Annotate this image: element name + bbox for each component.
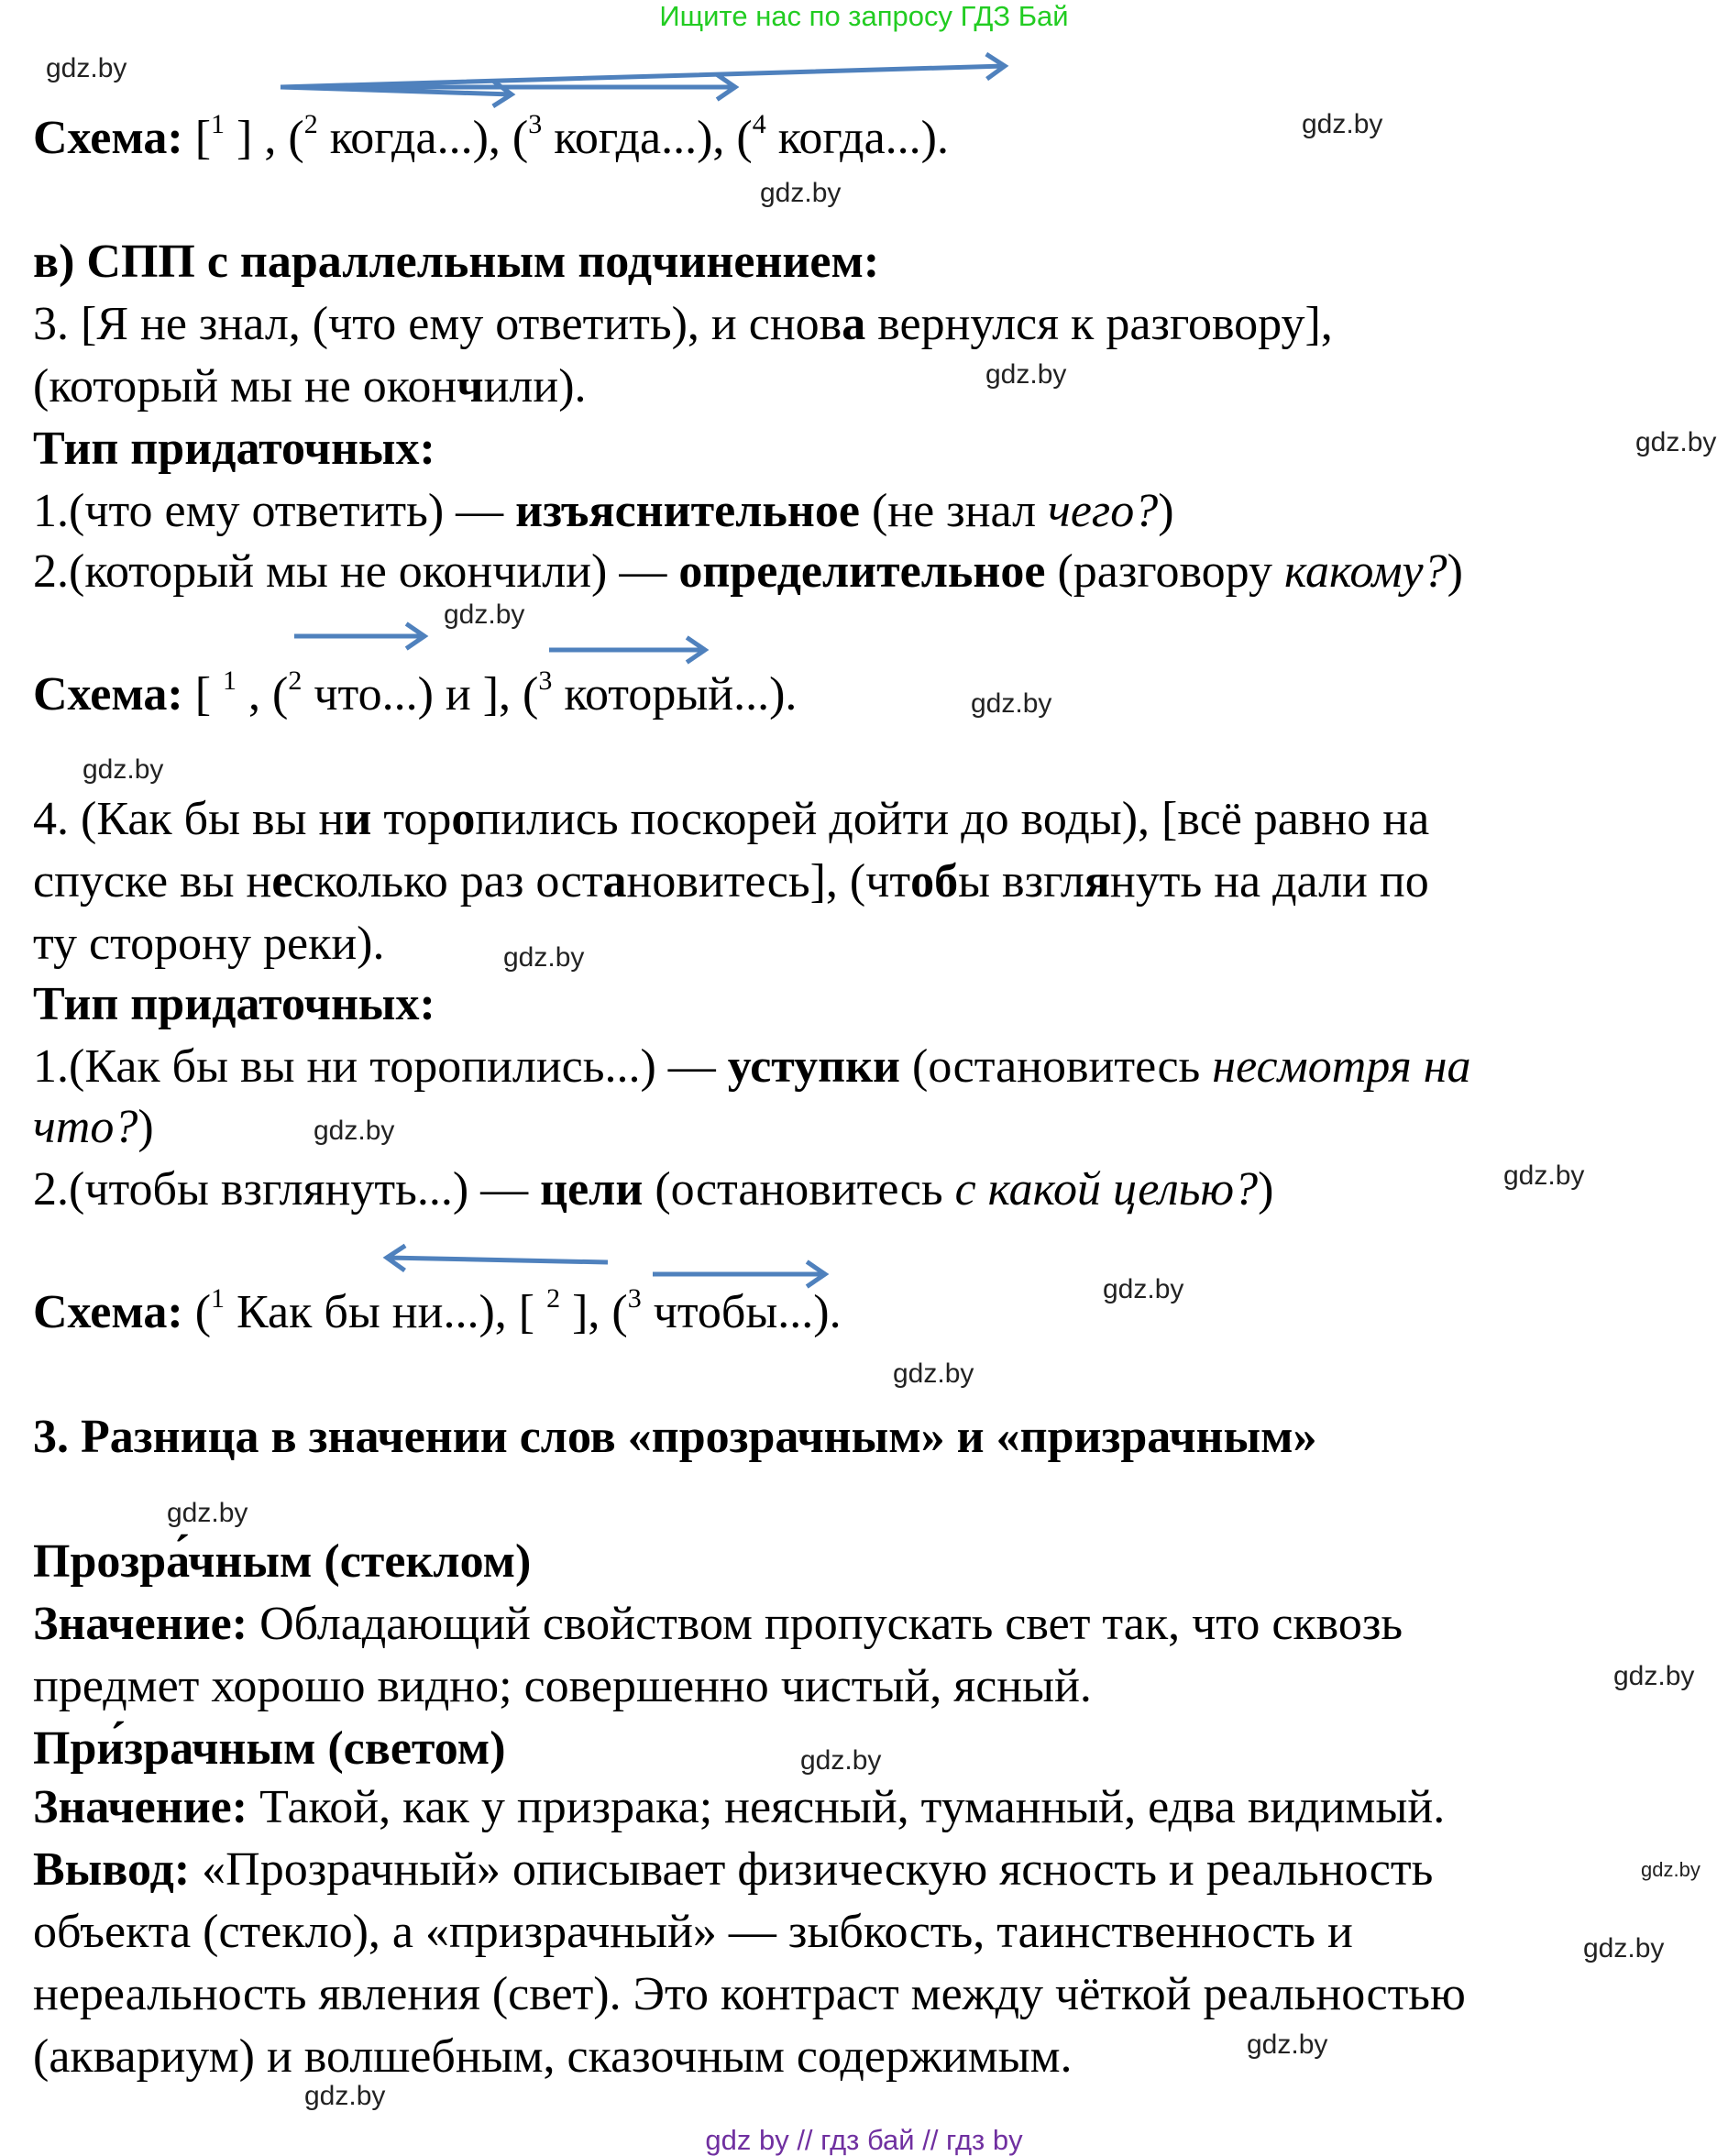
text-segment: ] , ( xyxy=(225,112,304,164)
watermark-text: gdz.by xyxy=(893,1358,974,1389)
clause-number: 2 xyxy=(546,1283,561,1314)
watermark-text: gdz.by xyxy=(46,53,127,83)
watermark-text: gdz.by xyxy=(1583,1933,1665,1964)
text-segment: При́зрачным (светом) xyxy=(33,1722,506,1775)
text-segment: 1.(Как бы вы ни торопились...) — xyxy=(33,1040,728,1093)
watermark-text: gdz.by xyxy=(304,2081,386,2111)
text-segment: ч xyxy=(457,360,484,412)
watermark-text: gdz.by xyxy=(503,942,585,973)
text-segment: или). xyxy=(483,360,587,412)
meaning-1-line-1 xyxy=(33,1597,1403,1652)
section-3-heading xyxy=(33,1410,1317,1465)
text-segment: Как бы ни...), [ xyxy=(225,1286,547,1338)
text-segment: Такой, как у призрака; неясный, туманный, едва видимый. xyxy=(248,1781,1446,1833)
watermark-text: gdz.by xyxy=(1503,1160,1585,1191)
clause-2 xyxy=(33,1162,1273,1217)
text-segment: а xyxy=(602,855,627,908)
text-segment: Схема: xyxy=(33,112,195,164)
sentence-4-line-1 xyxy=(33,792,1429,847)
arrow-icon xyxy=(549,637,705,662)
text-segment: сколько раз ост xyxy=(292,855,603,908)
arrow-icon xyxy=(281,54,1005,87)
text-segment: ], ( xyxy=(560,1286,628,1338)
text-segment: ы взгл xyxy=(958,855,1084,908)
text-segment: спуске вы н xyxy=(33,855,272,908)
word-2-heading xyxy=(33,1722,506,1776)
text-segment: какому? xyxy=(1283,545,1447,598)
arrow-icon xyxy=(653,1261,825,1286)
text-segment: нуть на дали по xyxy=(1109,855,1429,908)
clause-number: 3 xyxy=(627,1283,642,1314)
watermark-text: gdz.by xyxy=(760,178,842,208)
watermark-text: gdz.by xyxy=(314,1116,395,1146)
watermark-text: gdz.by xyxy=(1302,109,1383,139)
text-segment: (не знал xyxy=(859,485,1049,537)
watermark-text: gdz.by xyxy=(800,1745,882,1776)
text-segment: 2.(который мы не окончили) — xyxy=(33,545,679,598)
clause-types-heading xyxy=(33,977,435,1032)
sentence-4-line-3 xyxy=(33,917,384,972)
text-segment: (остановитесь xyxy=(900,1040,1213,1093)
text-segment: новитесь], (чт xyxy=(626,855,911,908)
clause-number: 3 xyxy=(538,666,553,696)
text-segment: Схема: xyxy=(33,1286,195,1338)
text-segment: об xyxy=(910,855,959,908)
text-segment: Схема: xyxy=(33,668,195,720)
text-segment: [ xyxy=(194,112,212,164)
word-1-heading xyxy=(33,1534,531,1590)
text-segment: цели xyxy=(540,1163,644,1216)
text-segment: объекта (стекло), а «призрачный» — зыбкость, таинственность и xyxy=(33,1906,1353,1958)
text-segment: ) xyxy=(1447,545,1463,598)
text-segment: и xyxy=(344,793,372,845)
watermark-text: gdz.by xyxy=(985,359,1067,390)
text-segment: ту сторону реки). xyxy=(33,918,385,970)
text-segment: чтобы...). xyxy=(641,1286,842,1338)
conclusion-line-2 xyxy=(33,1905,1353,1960)
schema-3 xyxy=(33,1285,842,1340)
sentence-3-line-1 xyxy=(33,297,1333,352)
meaning-1-line-2 xyxy=(33,1659,1092,1714)
text-segment: [ xyxy=(194,668,224,720)
text-segment: тор xyxy=(371,793,452,845)
watermark-text: gdz.by xyxy=(1247,2030,1328,2060)
text-segment: чего? xyxy=(1048,485,1159,537)
text-segment: , ( xyxy=(237,668,289,720)
text-segment: когда...), ( xyxy=(317,112,529,164)
text-segment: когда...). xyxy=(765,112,949,164)
text-segment: нереальность явления (свет). Это контраст между чёткой реальностью xyxy=(33,1968,1466,2020)
watermark-text: gdz.by xyxy=(1613,1661,1695,1691)
text-segment: о xyxy=(451,793,476,845)
text-segment: (аквариум) и волшебным, сказочным содержимым. xyxy=(33,2030,1073,2083)
text-segment: Тип придаточных: xyxy=(33,978,435,1030)
search-banner: Ищите нас по запросу ГДЗ Бай xyxy=(659,0,1069,32)
clause-number: 2 xyxy=(303,109,318,139)
text-segment: Значение: xyxy=(33,1781,248,1833)
meaning-2 xyxy=(33,1780,1445,1835)
conclusion-line-4 xyxy=(33,2030,1073,2084)
text-segment: вернулся к разговору], xyxy=(865,298,1333,350)
schema-2 xyxy=(33,667,797,722)
footer-links: gdz by // гдз бай // гдз by xyxy=(705,2124,1023,2156)
text-segment: несмотря на xyxy=(1212,1040,1471,1093)
arrow-icon xyxy=(387,1246,608,1270)
clause-1-line-2 xyxy=(33,1100,154,1155)
sentence-4-line-2 xyxy=(33,854,1429,909)
watermark-text: gdz.by xyxy=(1641,1858,1700,1881)
text-segment: изъяснительное xyxy=(515,485,860,537)
text-segment: в) СПП с параллельным подчинением: xyxy=(33,236,880,288)
clause-number: 1 xyxy=(223,666,237,696)
text-segment: 3. Разница в значении слов «прозрачным» и «призрачным» xyxy=(33,1411,1317,1463)
text-segment: Прозра́чным (стеклом) xyxy=(33,1535,532,1588)
text-segment: Значение: xyxy=(33,1598,248,1650)
text-segment: я xyxy=(1084,855,1110,908)
watermark-text: gdz.by xyxy=(167,1498,248,1528)
text-segment: (разговору xyxy=(1045,545,1284,598)
clause-1-line-1 xyxy=(33,1040,1471,1094)
text-segment: 3. [Я не знал, (что ему ответить), и снов xyxy=(33,298,842,350)
text-segment: уступки xyxy=(727,1040,901,1093)
text-segment: Тип придаточных: xyxy=(33,423,435,475)
text-segment: Вывод: xyxy=(33,1843,191,1896)
text-segment: предмет хорошо видно; совершенно чистый, ясный. xyxy=(33,1660,1092,1712)
text-segment: ) xyxy=(1158,485,1174,537)
text-segment: что...) и ], ( xyxy=(302,668,539,720)
conclusion-line-1 xyxy=(33,1842,1433,1898)
text-segment: ( xyxy=(194,1286,212,1338)
text-segment: с какой целью? xyxy=(954,1163,1259,1216)
watermark-text: gdz.by xyxy=(444,600,525,630)
clause-number: 3 xyxy=(528,109,543,139)
text-segment: (который мы не окон xyxy=(33,360,457,412)
text-segment: 1.(что ему ответить) — xyxy=(33,485,516,537)
text-segment: Обладающий свойством пропускать свет так, что сквозь xyxy=(248,1598,1403,1650)
clause-number: 4 xyxy=(752,109,766,139)
text-segment: 4. (Как бы вы н xyxy=(33,793,345,845)
text-segment: 2.(чтобы взглянуть...) — xyxy=(33,1163,541,1216)
text-segment: ) xyxy=(1258,1163,1274,1216)
clause-number: 2 xyxy=(288,666,303,696)
clause-types-heading xyxy=(33,422,435,477)
watermark-text: gdz.by xyxy=(971,688,1052,719)
heading-parallel xyxy=(33,235,879,290)
text-segment: а xyxy=(842,298,866,350)
watermark-text: gdz.by xyxy=(1103,1274,1184,1304)
clause-number: 1 xyxy=(211,1283,226,1314)
conclusion-line-3 xyxy=(33,1967,1466,2022)
text-segment: когда...), ( xyxy=(542,112,753,164)
text-segment: (остановитесь xyxy=(643,1163,955,1216)
sentence-3-line-2 xyxy=(33,359,587,414)
clause-1 xyxy=(33,484,1174,539)
arrow-icon xyxy=(294,623,424,648)
text-segment: е xyxy=(271,855,293,908)
clause-2 xyxy=(33,544,1463,600)
text-segment: «Прозрачный» описывает физическую ясность и реальность xyxy=(190,1843,1434,1896)
schema-1 xyxy=(33,111,949,166)
text-segment: определительное xyxy=(678,545,1046,598)
text-segment: пились поскорей дойти до воды), [всё равно на xyxy=(475,793,1430,845)
text-segment: который...). xyxy=(552,668,798,720)
clause-number: 1 xyxy=(211,109,226,139)
watermark-text: gdz.by xyxy=(1635,427,1717,457)
text-segment: ) xyxy=(138,1101,154,1153)
watermark-text: gdz.by xyxy=(83,754,164,785)
text-segment: что? xyxy=(33,1101,138,1153)
